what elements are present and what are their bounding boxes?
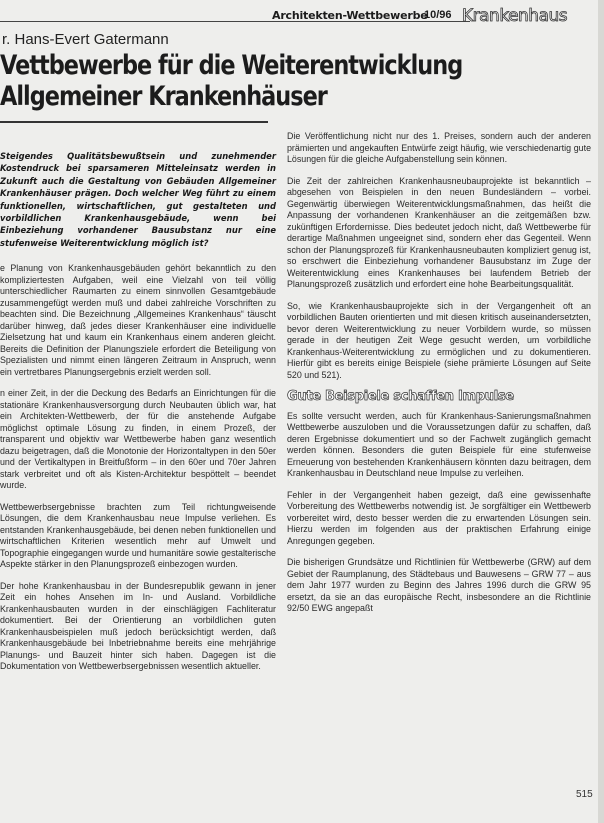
body-paragraph: Fehler in der Vergangenheit haben gezeigt, daß eine gewissenhafte Vorbereitung des Wettbewerbs notwendig ist. Je sorgfältiger ein Wettbewerb vorbereitet wird, desto besser werden die zu erwartenden Lösungen sein. Hierzu werden im folgenden aus der praktischen Erfahrung einige Anregungen gegeben.	[287, 489, 591, 546]
left-column	[0, 150, 276, 683]
title-line-1: Vettbewerbe für die Weiterentwicklung	[0, 50, 463, 81]
body-paragraph: Der hohe Krankenhausbau in der Bundesrepublik gewann in jener Zeit ein hohes Ansehen im In- und Ausland. Vorbildliche Krankenhausbauten wurden in der einschlägigen Fachliteratur dokumentiert. Bei der Orientierung an vorbildlichen guten Krankenhausbeispielen muß jedoch berücksichtigt werden, daß Krankenhausgebäude bei Inbetriebnahme bereits eine mehrjährige Planungs- und Bauzeit hinter sich haben. Dagegen ist die Dokumentation von Wettbewerbsergebnissen wesentlich aktueller.	[0, 580, 276, 672]
body-paragraph: Die Zeit der zahlreichen Krankenhausneubauprojekte ist bekanntlich – abgesehen von Beispielen in den neuen Bundesländern – vorbei. Gegenwärtig überwiegen Weiterentwicklungsmaßnahmen, das heißt die Anpassung der vorhandenen Krankenhäuser an die zeitgemäßen bzw. zukünftigen Erfordernisse. Dies bedeutet jedoch nicht, daß Wettbewerbe für derartige Maßnahmen ungeeignet sind, sondern eher das Gegenteil. Wenn schon der Planungsprozeß für Krankenhausneubauten kompliziert genug ist, so erschwert die Einbeziehung vorhandener Bausubstanz im Zuge der Weiterentwicklung eines Krankenhauses bei laufendem Betrieb der Planungsprozeß zusätzlich und erfordert eine hohe Bearbeitungsqualität.	[287, 175, 591, 289]
right-column	[287, 131, 591, 625]
header-issue-number: 10/96	[424, 9, 452, 21]
body-paragraph: So, wie Krankenhausbauprojekte sich in der Vergangenheit oft an vorbildlichen Bauten orientierten und mit diesen kritisch auseinandersetzten, bevor deren Weiterentwicklung zu neuer Vorbildern wurde, so müssen gerade in der heutigen Zeit Wege gesucht werden, um vorbildliche Krankenhaus-Weiterentwicklung zu ermöglichen und zu dokumentieren. Hierfür gibt es bereits einige Beispiele (siehe prämierte Lösungen auf Seite 520 und 521).	[287, 300, 591, 380]
body-paragraph: Die bisherigen Grundsätze und Richtlinien für Wettbewerbe (GRW) auf dem Gebiet der Raumplanung, des Städtebaus und Bauwesens – GRW 77 – aus dem Jahr 1977 wurden zu Beginn des Jahres 1996 durch die GRW 95 ersetzt, da sie an das europäische Recht, insbesondere an die Richtlinie 92/50 EWG angepaßt	[287, 557, 591, 613]
page-number: 515	[576, 789, 593, 800]
title-line-2: Allgemeiner Krankenhäuser	[0, 81, 327, 112]
section-subheading: Gute Beispiele schaffen Impulse	[287, 389, 514, 404]
body-paragraph: Wettbewerbsergebnisse brachten zum Teil richtungweisende Lösungen, die dem Krankenhausbau neue Impulse verliehen. Es entstanden Krankenhausgebäude, bei denen neben funktionellen und wirtschaftlichen Kriterien wesentlich mehr auf Umwelt und Topographie eingegangen wurde und humanitäre sowie gestalterische Aspekte stärker in den Planungsprozeß einbezogen wurden.	[0, 501, 276, 570]
body-paragraph: Es sollte versucht werden, auch für Krankenhaus-Sanierungsmaßnahmen Wettbewerbe auszuloben und die Voraussetzungen dafür zu schaffen, daß deren Ergebnisse dokumentiert und so der Fachwelt zugänglich gemacht werden können. Besonders die guten Beispiele für eine stufenweise Erneuerung von bestehenden Krankenhäusern könnten dazu beitragen, dem Krankenhausbau in Deutschland neue Impulse zu verleihen.	[287, 410, 591, 478]
page-header	[0, 5, 604, 27]
body-paragraph: n einer Zeit, in der die Deckung des Bedarfs an Einrichtungen für die stationäre Krankenhausversorgung durch Neubauten üblich war, hat ein Architekten-Wettbewerb, der für die anstehende Aufgabe möglichst optimale Lösung zu finden, in einem Prozeß, der transparent und objektiv war Wettbewerbe haben ganz wesentlich dazu beigetragen, daß die Monotonie der Horizontaltypen in den 50er und der Vertikaltypen in Breitfußform – in den 60er und 70er Jahren stark verbreitet und oft als Kisten-Architektur bespöttelt – beendet wurde.	[0, 388, 276, 491]
header-magazine-logo: Krankenhaus	[462, 6, 568, 26]
title-rule	[0, 121, 268, 123]
article-author: r. Hans-Evert Gatermann	[2, 31, 169, 48]
body-paragraph: Die Veröffentlichung nicht nur des 1. Preises, sondern auch der anderen prämierten und angekauften Entwürfe zeigt häufig, wie verschiedenartig gute Lösungen für die gleiche Aufgabenstellung sein können.	[287, 131, 591, 164]
article-lead: Steigendes Qualitätsbewußtsein und zunehmender Kostendruck bei sparsameren Mitteleinsatz werden in Zukunft auch die Gestaltung von Gebäuden Allgemeiner Krankenhäuser prägen. Doch welcher Weg führt zu einem funktionellen, wirtschaftlichen, gut gestalteten und vorbildlichen Krankenhausgebäude, wenn bei Einbeziehung vorhandener Bausubstanz nur eine stufenweise Weiterentwicklung möglich ist?	[0, 151, 276, 248]
article-title	[0, 50, 462, 112]
body-paragraph: e Planung von Krankenhausgebäuden gehört bekanntlich zu den kompliziertesten Aufgaben, weil eine Vielzahl von teil völlig unterschiedlicher Raumarten zu einem sinnvollen Gesamtgebäude zusammengefügt werden muß und dabei zahlreiche Vorschriften zu beachten sind. Die Bezeichnung „Allgemeines Krankenhaus“ täuscht darüber hinweg, daß jedes dieser Krankenhäuser eine individuelle Zielsetzung hat und kaum ein Krankenhaus einem anderen gleicht. Bereits die Definition der Planungsziele erfordert die Beteiligung von Spezialisten und nimmt einen längeren Zeitraum in Anspruch, wenn ein vertretbares Planungsergebnis erzielt werden soll.	[0, 263, 276, 377]
scan-edge	[598, 0, 604, 823]
header-section-title: Architekten-Wettbewerbe	[272, 9, 428, 22]
